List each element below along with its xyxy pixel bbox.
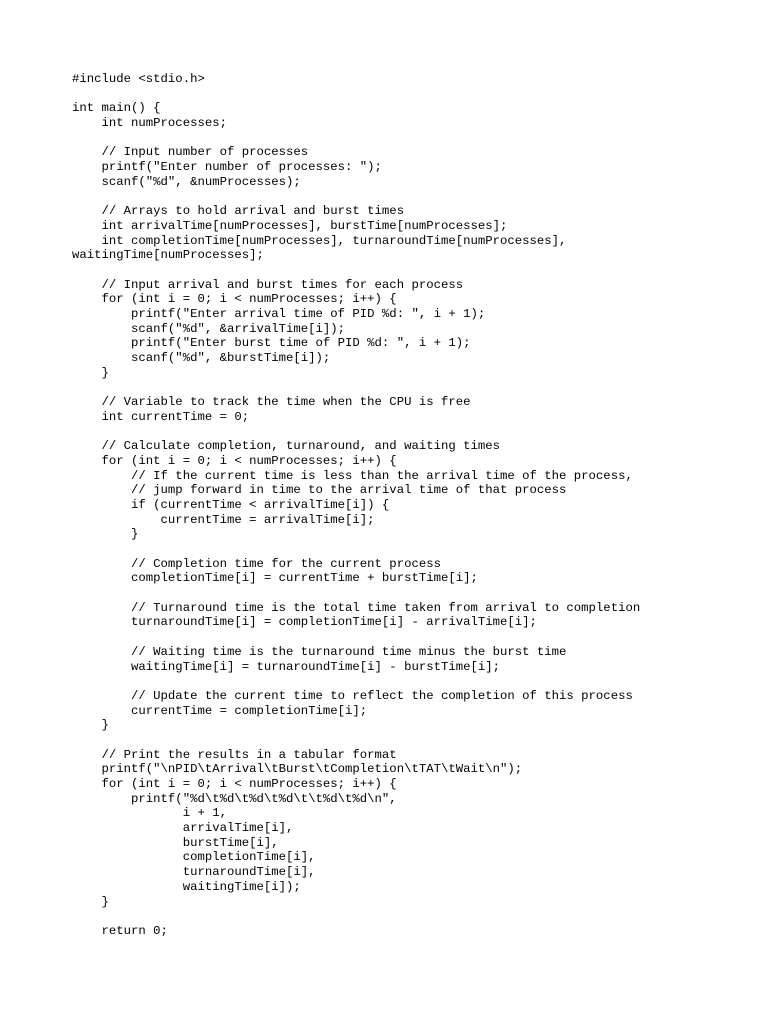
code-line <box>72 630 712 645</box>
code-line: i + 1, <box>72 806 227 821</box>
code-line: // Input number of processes <box>72 145 309 160</box>
code-line: currentTime = arrivalTime[i]; <box>72 512 375 527</box>
code-document <box>72 72 712 939</box>
code-line: // Variable to track the time when the CPU is free <box>72 395 471 410</box>
code-line: // If the current time is less than the arrival time of the process, <box>72 468 633 483</box>
code-line: } <box>72 365 109 380</box>
code-line: printf("%d\t%d\t%d\t%d\t\t%d\t%d\n", <box>72 791 397 806</box>
code-line <box>72 674 712 689</box>
code-line: // Print the results in a tabular format <box>72 747 397 762</box>
code-line <box>72 586 712 601</box>
code-line: return 0; <box>72 923 168 938</box>
code-line <box>72 263 712 278</box>
code-line <box>72 87 712 102</box>
code-line: int completionTime[numProcesses], turnaroundTime[numProcesses], <box>72 233 567 248</box>
code-line: completionTime[i] = currentTime + burstTime[i]; <box>72 571 478 586</box>
code-line <box>72 131 712 146</box>
code-line: // Completion time for the current process <box>72 556 441 571</box>
code-line: turnaroundTime[i] = completionTime[i] - arrivalTime[i]; <box>72 615 537 630</box>
code-line: scanf("%d", &numProcesses); <box>72 174 301 189</box>
code-line: scanf("%d", &burstTime[i]); <box>72 351 331 366</box>
code-line: waitingTime[numProcesses]; <box>72 248 264 263</box>
code-line: burstTime[i], <box>72 835 279 850</box>
code-line: currentTime = completionTime[i]; <box>72 703 368 718</box>
code-line: for (int i = 0; i < numProcesses; i++) { <box>72 453 397 468</box>
code-line: printf("Enter number of processes: "); <box>72 160 382 175</box>
code-line: for (int i = 0; i < numProcesses; i++) { <box>72 777 397 791</box>
code-line <box>72 380 712 395</box>
code-line <box>72 425 712 440</box>
code-line <box>72 190 712 205</box>
code-line: printf("Enter burst time of PID %d: ", i + 1); <box>72 336 471 351</box>
code-line: waitingTime[i]); <box>72 879 301 894</box>
code-line <box>72 733 712 748</box>
code-line: } <box>72 894 109 909</box>
code-line <box>72 542 712 557</box>
code-line: // Waiting time is the turnaround time minus the burst time <box>72 644 567 659</box>
code-line: int main() { <box>72 101 161 116</box>
code-line: waitingTime[i] = turnaroundTime[i] - burstTime[i]; <box>72 659 501 674</box>
code-line: // jump forward in time to the arrival time of that process <box>72 483 567 498</box>
code-line: arrivalTime[i], <box>72 821 294 836</box>
code-line: // Update the current time to reflect the completion of this process <box>72 688 633 703</box>
code-line: int currentTime = 0; <box>72 409 250 424</box>
code-line: } <box>72 527 139 542</box>
code-line: printf("Enter arrival time of PID %d: ", i + 1); <box>72 307 486 321</box>
code-line: // Calculate completion, turnaround, and waiting times <box>72 439 501 454</box>
code-line: printf("\nPID\tArrival\tBurst\tCompletion\tTAT\tWait\n"); <box>72 762 523 777</box>
code-line: int numProcesses; <box>72 116 227 131</box>
code-line: } <box>72 718 109 733</box>
code-line: completionTime[i], <box>72 850 316 865</box>
code-line: scanf("%d", &arrivalTime[i]); <box>72 321 346 336</box>
code-line: #include <stdio.h> <box>72 72 205 86</box>
code-line: turnaroundTime[i], <box>72 865 316 880</box>
code-line: // Turnaround time is the total time taken from arrival to completion <box>72 600 641 615</box>
code-line: // Input arrival and burst times for each process <box>72 277 464 292</box>
code-line <box>72 909 712 924</box>
code-line: for (int i = 0; i < numProcesses; i++) { <box>72 292 397 307</box>
code-line: int arrivalTime[numProcesses], burstTime[numProcesses]; <box>72 218 508 233</box>
code-line: // Arrays to hold arrival and burst times <box>72 204 405 219</box>
code-line: if (currentTime < arrivalTime[i]) { <box>72 497 390 512</box>
